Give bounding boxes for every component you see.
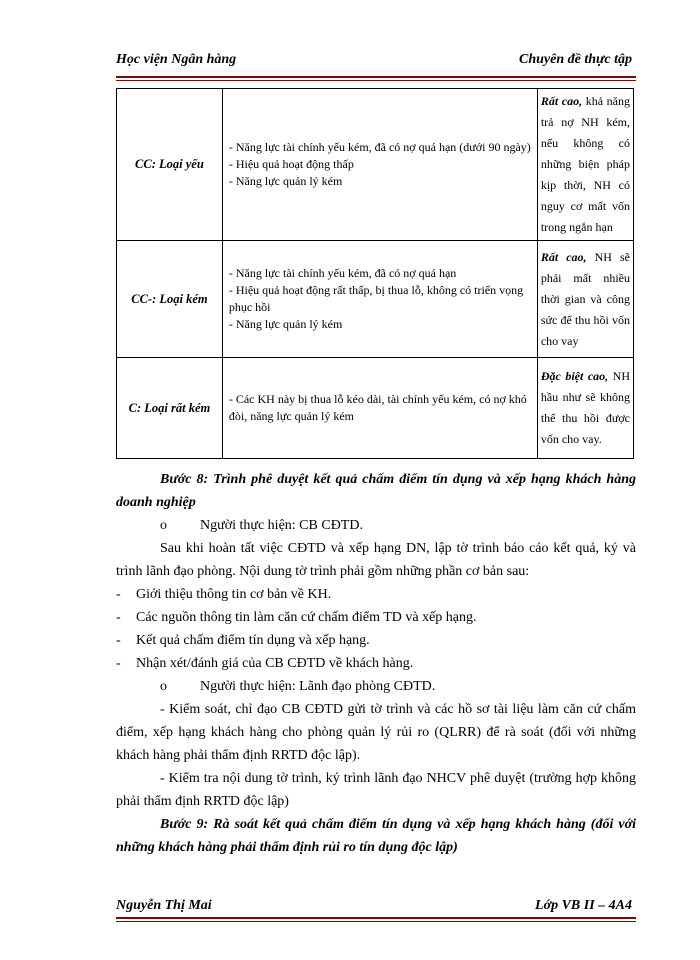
- list-item: [116, 583, 636, 606]
- list-item: [116, 652, 636, 675]
- grade-cell: C: Loại rất kém: [117, 358, 223, 459]
- criteria-line: - Năng lực tài chính yếu kém, đã có nợ quá hạn: [228, 266, 457, 280]
- footer-class: Lớp VB II – 4A4: [535, 898, 632, 913]
- table-row: [117, 89, 634, 241]
- paragraph: - Kiểm tra nội dung tờ trình, ký trình lãnh đạo NHCV phê duyệt (trường hợp không phải thẩm định RRTD độc lập): [116, 771, 636, 809]
- header-document-type: Chuyên đề thực tập: [518, 52, 632, 67]
- performer-item: [116, 514, 636, 537]
- risk-cell: [537, 358, 633, 459]
- performer-text: Người thực hiện: CB CĐTD.: [200, 518, 363, 533]
- list-item-text: Nhận xét/đánh giá của CB CĐTD về khách hàng.: [136, 656, 414, 671]
- step8-heading: Bước 8: Trình phê duyệt kết quả chấm điểm tín dụng và xếp hạng khách hàng doanh nghiệp: [116, 472, 636, 510]
- risk-level: Đặc biệt cao,: [540, 369, 609, 383]
- list-item-text: Các nguồn thông tin làm căn cứ chấm điểm TD và xếp hạng.: [136, 610, 477, 625]
- dash-bullet-icon: -: [116, 587, 121, 602]
- circle-bullet-icon: o: [160, 679, 167, 694]
- step9-heading: Bước 9: Rà soát kết quả chấm điểm tín dụng và xếp hạng khách hàng (đối với những khách hàng phải thẩm định rủi ro tín dụng độc lập): [116, 817, 636, 855]
- performer-text: Người thực hiện: Lãnh đạo phòng CĐTD.: [200, 679, 436, 694]
- risk-cell: [537, 241, 633, 358]
- paragraph: Sau khi hoàn tất việc CĐTD và xếp hạng DN, lập tờ trình báo cáo kết quả, ký và trình lãnh đạo phòng. Nội dung tờ trình phải gồm những phần cơ bản sau:: [116, 541, 636, 579]
- criteria-line: - Năng lực tài chính yếu kém, đã có nợ quá hạn (dưới 90 ngày): [228, 140, 531, 154]
- risk-description: NH hầu như sẽ không thể thu hồi được vốn cho vay.: [540, 369, 630, 446]
- risk-level: Rất cao,: [540, 94, 583, 108]
- credit-rating-table: [116, 88, 634, 459]
- paragraph: - Kiểm soát, chỉ đạo CB CĐTD gửi tờ trình và các hồ sơ tài liệu làm căn cứ chấm điểm, xếp hạng khách hàng cho phòng quản lý rủi ro (QLRR) để rà soát (đối với những khách hàng phải thẩm định RRTD độc lập).: [116, 702, 636, 763]
- risk-cell: [537, 89, 633, 241]
- performer-item: [116, 675, 636, 698]
- footer-author: Nguyễn Thị Mai: [116, 898, 212, 913]
- dash-bullet-icon: -: [116, 633, 121, 648]
- grade-cell: CC: Loại yếu: [117, 89, 223, 241]
- circle-bullet-icon: o: [160, 518, 167, 533]
- criteria-cell: [222, 89, 537, 241]
- criteria-line: - Hiệu quả hoạt động rất thấp, bị thua lỗ, không có triển vọng phục hồi: [228, 283, 524, 314]
- list-item: [116, 606, 636, 629]
- criteria-line: - Các KH này bị thua lỗ kéo dài, tài chính yếu kém, có nợ khó đòi, năng lực quản lý kém: [228, 392, 527, 423]
- criteria-cell: [222, 358, 537, 459]
- list-item: [116, 629, 636, 652]
- list-item-text: Giới thiệu thông tin cơ bản về KH.: [136, 587, 332, 602]
- criteria-line: - Hiệu quả hoạt động thấp: [228, 157, 354, 171]
- grade-cell: CC-: Loại kém: [117, 241, 223, 358]
- criteria-line: - Năng lực quản lý kém: [228, 317, 343, 331]
- list-item-text: Kết quả chấm điểm tín dụng và xếp hạng.: [136, 633, 370, 648]
- header-rule-thin: [116, 80, 636, 81]
- risk-description: NH sẽ phải mất nhiều thời gian và công sức để thu hồi vốn cho vay: [540, 249, 630, 348]
- table-row: [117, 358, 634, 459]
- header-rule: [116, 76, 636, 78]
- risk-level: Rất cao,: [540, 249, 587, 264]
- risk-description: khả năng trả nợ NH kém, nếu không có những biện pháp kịp thời, NH có nguy cơ mất vốn trong ngắn hạn: [540, 94, 630, 234]
- footer-rule: [116, 917, 636, 919]
- criteria-cell: [222, 241, 537, 358]
- header-institution: Học viện Ngân hàng: [116, 52, 237, 67]
- dash-bullet-icon: -: [116, 610, 121, 625]
- criteria-line: - Năng lực quản lý kém: [228, 174, 343, 188]
- dash-bullet-icon: -: [116, 656, 121, 671]
- table-row: [117, 241, 634, 358]
- footer-rule-thin: [116, 921, 636, 922]
- document-body: [116, 468, 636, 859]
